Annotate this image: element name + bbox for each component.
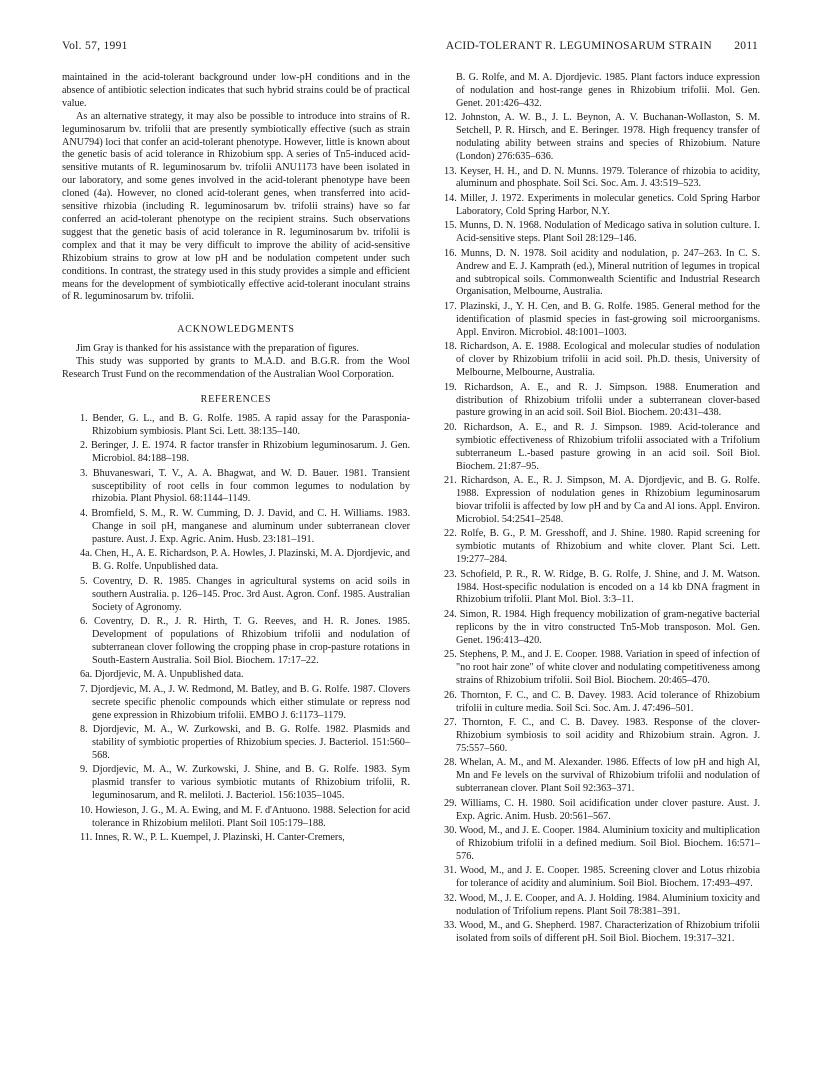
- reference-entry: [426, 193, 760, 219]
- reference-text: Coventry, D. R., J. R. Hirth, T. G. Reeves, and H. R. Jones. 1985. Development of populations of Rhizobium trifolii and nodulation of subterranean clover following the cropping phase in crop-pasture rotations in South-Eastern Australia. Soil Biol. Biochem. 17:17–22.: [92, 616, 411, 666]
- acknowledgments-heading: ACKNOWLEDGMENTS: [177, 324, 295, 336]
- reference-number: 14.: [444, 192, 457, 204]
- body-paragraph: maintained in the acid-tolerant background under low-pH conditions and in the absence of antibiotic selection indicates that such hybrid strains could be of practical value.: [62, 72, 410, 109]
- reference-text: Thornton, F. C., and C. B. Davey. 1983. Response of the clover-Rhizobium symbiosis to soil acidity and Rhizobium strain. Agron. J. 75:557–560.: [456, 717, 760, 754]
- reference-number: 4.: [80, 507, 88, 519]
- reference-text: Howieson, J. G., M. A. Ewing, and M. F. d'Antuono. 1988. Selection for acid tolerance in Rhizobium meliloti. Plant Soil 105:179–188.: [92, 804, 410, 829]
- reference-text: Schofield, P. R., R. W. Ridge, B. G. Rolfe, J. Shine, and J. M. Watson. 1984. Host-specific nodulation is encoded on a 14 kb DNA fragment in Rhizobium trifolii. Plant Mol. Biol. 3:3–11.: [456, 568, 761, 606]
- reference-number: 6a.: [80, 669, 93, 681]
- reference-number: 6.: [80, 616, 88, 627]
- reference-text: Munns, D. N. 1968. Nodulation of Medicago sativa in solution culture. I. Acid-sensitive steps. Plant Soil 28:129–146.: [456, 220, 760, 245]
- reference-number: 24.: [444, 608, 457, 620]
- reference-number: 26.: [444, 689, 457, 701]
- reference-text: Plazinski, J., Y. H. Cen, and B. G. Rolfe. 1985. General method for the identification of plasmid species in fast-growing soil microorganisms. Appl. Environ. Microbiol. 48:1001–1003.: [456, 300, 760, 338]
- reference-text: B. G. Rolfe, and M. A. Djordjevic. 1985. Plant factors induce expression of nodulation and host-range genes in Rhizobium trifolii. Mol. Gen. Genet. 201:426–432.: [456, 72, 760, 109]
- reference-entry: [62, 508, 410, 547]
- reference-entry: [62, 832, 410, 845]
- reference-text: Chen, H., A. E. Richardson, P. A. Howles, J. Plazinski, M. A. Djordjevic, and B. G. Rolfe. Unpublished data.: [92, 548, 410, 573]
- reference-entry: [426, 798, 760, 824]
- reference-text: Thornton, F. C., and C. B. Davey. 1983. Acid tolerance of Rhizobium trifolii in culture media. Soil Sci. Soc. Am. J. 47:496–501.: [456, 689, 760, 714]
- reference-number: 5.: [80, 575, 88, 587]
- reference-text: Bender, G. L., and B. G. Rolfe. 1985. A rapid assay for the Parasponia-Rhizobium symbiosis. Plant Sci. Lett. 38:135–140.: [92, 412, 411, 437]
- reference-entry: [62, 468, 410, 507]
- reference-entry: [426, 690, 760, 716]
- left-column: [62, 72, 410, 847]
- reference-text: Simon, R. 1984. High frequency mobilization of gram-negative bacterial replicons by the in vitro constructed Tn5-Mob transposon. Mol. Gen. Genet. 196:413–420.: [456, 608, 760, 646]
- running-title: ACID-TOLERANT R. LEGUMINOSARUM STRAIN: [445, 40, 712, 52]
- reference-entry: [62, 669, 410, 682]
- reference-entry: [62, 805, 410, 831]
- reference-text: Richardson, A. E., and R. J. Simpson. 1988. Enumeration and distribution of Rhizobium trifolii under a subterranean clover-based pasture growing in an acid soil. Soil Biol. Biochem. 20:431–438.: [456, 381, 760, 419]
- reference-number: 4a.: [80, 548, 93, 560]
- reference-entry: [426, 865, 760, 891]
- reference-list-right: [426, 72, 760, 946]
- reference-entry: [426, 569, 760, 608]
- reference-text: Richardson, A. E., and R. J. Simpson. 1989. Acid-tolerance and symbiotic effectiveness of Rhizobium trifolii associated with a Trifolium subterraneum L.-based pasture growing in an acid soil. Soil Biol. Biochem. 21:87–95.: [456, 421, 760, 472]
- reference-number: 8.: [80, 724, 88, 736]
- reference-entry: [426, 609, 760, 648]
- reference-number: 30.: [444, 825, 457, 837]
- reference-number: 9.: [80, 764, 88, 776]
- reference-entry: [426, 717, 760, 756]
- references-heading: REFERENCES: [200, 393, 272, 405]
- reference-number: 32.: [444, 892, 457, 904]
- reference-entry: [62, 764, 410, 803]
- page-number: 2011: [734, 40, 758, 52]
- reference-entry: [426, 893, 760, 919]
- reference-entry: [426, 475, 760, 527]
- reference-number: 1.: [80, 412, 88, 424]
- reference-entry: [426, 220, 760, 246]
- reference-number: 22.: [444, 528, 457, 540]
- body-paragraph: As an alternative strategy, it may also be possible to introduce into strains of R. leguminosarum bv. trifolii that are presently symbiotically effective (such as strain ANU794) loci that confer an acid-tolerant phenotype. However, little is known about the genetic basis of acid tolerance in Rhizobium spp. A series of Tn5-induced acid-sensitive mutants of R. leguminosarum bv. trifolii ANU1173 have been isolated in our laboratory, and some genes involved in the acid-tolerant phenotype have been cloned (4a). However, no cloned acid-tolerant genes, when transferred into acid-sensitive rhizobia (including R. leguminosarum bv. trifolii strains) have so far conferred an acid-tolerant phenotype on the recipient strains. Such observations suggest that the genetic basis of acid tolerance in R. leguminosarum bv. trifolii is complex and that it may be very difficult to improve the ability of acid-sensitive Rhizobium strains to grow at low pH and be nodulation competent under such conditions. In contrast, the strategy used in this study provides a simple and efficient means for the development of symbiotically effective acid-tolerant inoculant strains of R. leguminosarum bv. trifolii.: [62, 110, 410, 303]
- reference-text: Whelan, A. M., and M. Alexander. 1986. Effects of low pH and high Al, Mn and Fe levels on the survival of Rhizobium trifolii and nodulation of subterranean clover. Plant Soil 92:363–371.: [456, 757, 760, 795]
- reference-text: Djordjevic, M. A. Unpublished data.: [94, 669, 244, 681]
- reference-entry: [62, 440, 410, 466]
- reference-text: Coventry, D. R. 1985. Changes in agricultural systems on acid soils in southern Australia. p. 126–145. Proc. 3rd Aust. Agron. Conf. 1985. Australian Society of Agronomy.: [92, 575, 410, 613]
- volume-label: Vol. 57, 1991: [62, 40, 128, 52]
- reference-entry: [426, 166, 760, 192]
- reference-text: Bromfield, S. M., R. W. Cumming, D. J. David, and C. H. Williams. 1983. Change in soil pH, manganese and aluminum under subterranean clover pasture. Aust. J. Exp. Agric. Anim. Husb. 23:181–191.: [91, 507, 410, 545]
- reference-entry: [426, 757, 760, 796]
- reference-text: Djordjevic, M. A., W. Zurkowski, and B. G. Rolfe. 1982. Plasmids and stability of symbiotic properties of Rhizobium species. J. Bacteriol. 151:560–568.: [92, 724, 410, 761]
- reference-text: Williams, C. H. 1980. Soil acidification under clover pasture. Aust. J. Exp. Agric. Anim. Husb. 20:561–567.: [456, 797, 760, 822]
- reference-text: Keyser, H. H., and D. N. Munns. 1979. Tolerance of rhizobia to acidity, aluminum and phosphate. Soil Sci. Soc. Am. J. 43:519–523.: [456, 165, 760, 190]
- reference-number: 17.: [444, 300, 457, 312]
- reference-text: Stephens, P. M., and J. E. Cooper. 1988. Variation in speed of infection of "no root hair zone" of white clover and nodulating competitiveness among strains of Rhizobium trifolii. Soil Biol. Biochem. 20:465–470.: [456, 649, 761, 687]
- reference-number: 23.: [444, 568, 457, 580]
- reference-text: Munns, D. N. 1978. Soil acidity and nodulation, p. 247–263. In C. S. Andrew and E. J. Kamprath (ed.), Mineral nutrition of legumes in tropical and subtropical soils. Commonwealth Scientific and Industrial Research Organisation, Melbourne, Australia.: [456, 247, 760, 298]
- reference-number: 12.: [444, 112, 457, 124]
- reference-entry: [62, 724, 410, 763]
- reference-entry: [426, 649, 760, 688]
- reference-number: 13.: [444, 165, 457, 177]
- ack-paragraph: This study was supported by grants to M.A.D. and B.G.R. from the Wool Research Trust Fund on the recommendation of the Australian Wool Corporation.: [62, 356, 410, 381]
- reference-entry: [426, 382, 760, 421]
- reference-entry: [62, 548, 410, 574]
- reference-number: 7.: [80, 683, 88, 695]
- reference-entry: [62, 616, 410, 668]
- reference-number: 3.: [80, 467, 88, 479]
- reference-text: Bhuvaneswari, T. V., A. A. Bhagwat, and W. D. Bauer. 1981. Transient susceptibility of root cells in four common legumes to nodulation by rhizobia. Plant Physiol. 68:1144–1149.: [92, 467, 411, 505]
- reference-number: 27.: [444, 717, 457, 728]
- reference-entry: [62, 684, 410, 723]
- reference-entry: [426, 422, 760, 474]
- reference-number: 21.: [444, 475, 457, 487]
- reference-number: 28.: [444, 757, 457, 769]
- reference-entry: [62, 576, 410, 615]
- reference-entry: [426, 248, 760, 300]
- reference-number: 10.: [80, 804, 93, 816]
- reference-number: 16.: [444, 247, 457, 259]
- reference-text: Richardson, A. E., R. J. Simpson, M. A. Djordjevic, and B. G. Rolfe. 1988. Expression of nodulation genes in Rhizobium leguminosarum biovar trifolii is affected by low pH and by Ca and Al ions. Appl. Environ. Microbiol. 54:2541–2548.: [456, 475, 760, 525]
- reference-entry: [426, 825, 760, 864]
- reference-text: Djordjevic, M. A., W. Zurkowski, J. Shine, and B. G. Rolfe. 1983. Sym plasmid transfer to various symbiotic mutants of Rhizobium trifolii, R. leguminosarum, and R. meliloti. J. Bacteriol. 156:1035–1045.: [92, 764, 411, 802]
- reference-entry: [426, 72, 760, 111]
- reference-number: 20.: [444, 421, 457, 433]
- reference-text: Wood, M., and J. E. Cooper. 1984. Aluminium toxicity and multiplication of Rhizobium trifolii in a defined medium. Soil Biol. Biochem. 16:571–576.: [456, 825, 760, 862]
- reference-entry: [62, 413, 410, 439]
- reference-number: 33.: [444, 920, 457, 932]
- reference-text: Innes, R. W., P. L. Kuempel, J. Plazinski, H. Canter-Cremers,: [94, 832, 345, 844]
- reference-number: 19.: [444, 381, 457, 393]
- reference-number: 15.: [444, 220, 457, 232]
- reference-number: 18.: [444, 341, 457, 353]
- reference-number: 29.: [444, 797, 457, 809]
- page-header: [62, 40, 758, 56]
- reference-entry: [426, 341, 760, 380]
- reference-text: Miller, J. 1972. Experiments in molecular genetics. Cold Spring Harbor Laboratory, Cold Spring Harbor, N.Y.: [456, 192, 760, 217]
- reference-text: Djordjevic, M. A., J. W. Redmond, M. Batley, and B. G. Rolfe. 1987. Clovers secrete specific phenolic compounds which either stimulate or repress nod gene expression in Rhizobium trifolii. EMBO J. 6:1173–1179.: [90, 683, 411, 721]
- reference-text: Wood, M., and J. E. Cooper. 1985. Screening clover and Lotus rhizobia for tolerance of acidity and aluminium. Soil Biol. Biochem. 17:493–497.: [456, 865, 760, 890]
- reference-number: 11.: [80, 832, 93, 844]
- reference-number: 2.: [80, 440, 88, 452]
- reference-entry: [426, 528, 760, 567]
- reference-entry: [426, 112, 760, 164]
- reference-text: Beringer, J. E. 1974. R factor transfer in Rhizobium leguminosarum. J. Gen. Microbiol. 84:188–198.: [90, 440, 410, 465]
- reference-entry: [426, 920, 760, 946]
- reference-text: Johnston, A. W. B., J. L. Beynon, A. V. Buchanan-Wollaston, S. M. Setchell, P. R. Hirsch, and E. Beringer. 1978. High frequency transfer of nodulating ability between strains and species of Rhizobium. Nature (London) 276:635–636.: [456, 112, 761, 163]
- right-column: [426, 72, 760, 948]
- reference-entry: [426, 301, 760, 340]
- ack-paragraph: Jim Gray is thanked for his assistance with the preparation of figures.: [76, 343, 359, 355]
- reference-number: 25.: [444, 649, 457, 661]
- reference-list-left: [62, 413, 410, 845]
- reference-number: 31.: [444, 865, 457, 877]
- reference-text: Rolfe, B. G., P. M. Gresshoff, and J. Shine. 1980. Rapid screening for symbiotic mutants of Rhizobium and white clover. Plant Sci. Lett. 19:277–284.: [456, 528, 760, 566]
- reference-text: Wood, M., J. E. Cooper, and A. J. Holding. 1984. Aluminium toxicity and nodulation of Trifolium repens. Plant Soil 78:381–391.: [456, 892, 760, 917]
- reference-text: Richardson, A. E. 1988. Ecological and molecular studies of nodulation of clover by Rhizobium trifolii in acid soil. Ph.D. thesis, University of Melbourne, Melbourne, Australia.: [456, 341, 761, 379]
- reference-text: Wood, M., and G. Shepherd. 1987. Characterization of Rhizobium trifolii isolated from soils of different pH. Soil Biol. Biochem. 19:317–321.: [456, 920, 760, 945]
